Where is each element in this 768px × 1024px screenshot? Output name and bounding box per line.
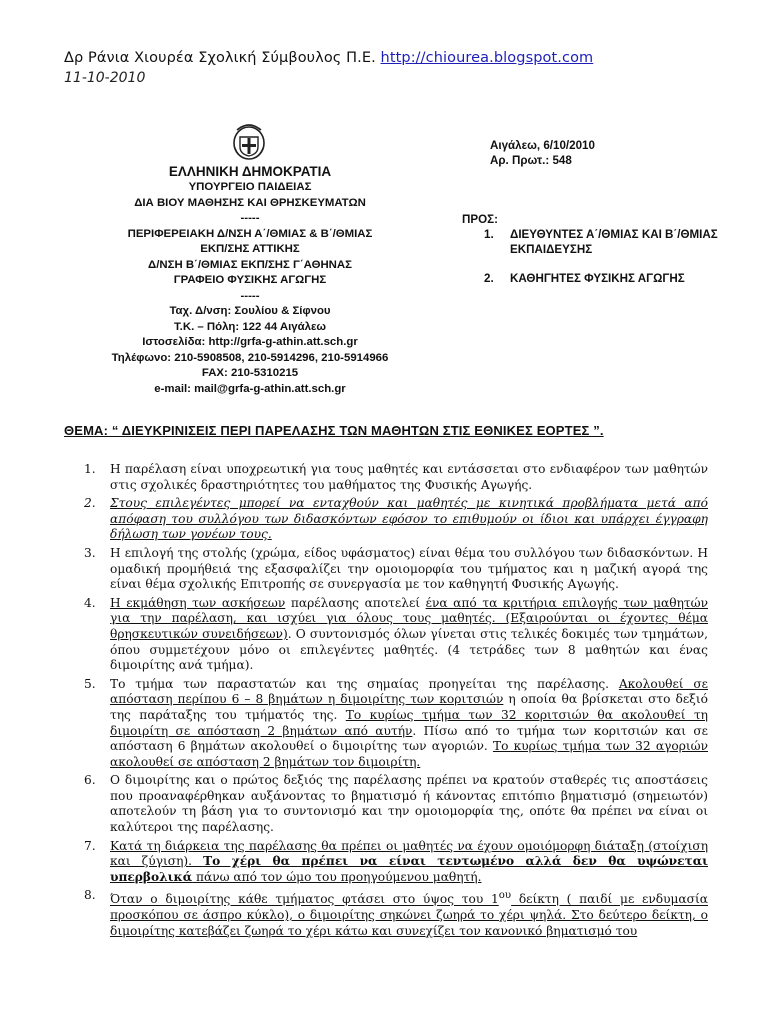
to-label: ΠΡΟΣ: (462, 213, 498, 226)
separator: ----- (240, 289, 260, 302)
separator: ----- (240, 212, 260, 224)
office: ΓΡΑΦΕΙΟ ΦΥΣΙΚΗΣ ΑΓΩΓΗΣ (173, 274, 327, 286)
regional-directorate-cont: ΕΚΠ/ΣΗΣ ΑΤΤΙΚΗΣ (200, 243, 300, 255)
recipient-item: 2. ΚΑΘΗΓΗΤΕΣ ΦΥΣΙΚΗΣ ΑΓΩΓΗΣ (484, 272, 685, 285)
protocol-number: Αρ. Πρωτ.: 548 (490, 154, 572, 167)
list-item: 6. Ο διμοιρίτης και ο πρώτος δεξιός της παρέλασης πρέπει να κρατούν σταθερές τις αποστάσεις που προαναφέρθηκαν αυξάνοντας το βηματισμό ή κάνοντας επιτόπιο βηματισμό (σημειωτόν) αποτελούν τη βάση για το συντονισμό και την ομοιομορφία της, οπότε θα πρέπει να είναι οι καλύτεροι της παρέλασης. (84, 773, 708, 835)
subject-line: ΘΕΜΑ: “ ΔΙΕΥΚΡΙΝΙΣΕΙΣ ΠΕΡΙ ΠΑΡΕΛΑΣΗΣ ΤΩΝ ΜΑΘΗΤΩΝ ΣΤΙΣ ΕΘΝΙΚΕΣ ΕΟΡΤΕΣ ”. (64, 423, 604, 438)
blog-link[interactable]: http://chiourea.blogspot.com (380, 50, 594, 66)
regional-directorate: ΠΕΡΙΦΕΡΕΙΑΚΗ Δ/ΝΣΗ Α΄/ΘΜΙΑΣ & Β΄/ΘΜΙΑΣ (127, 227, 373, 240)
document-date: 11-10-2010 (64, 70, 146, 86)
place-date-block (490, 138, 595, 168)
email: e-mail: mail@grfa-g-athin.att.sch.gr (154, 382, 346, 395)
issuer-block (80, 163, 420, 397)
list-item: 4. Η εκμάθηση των ασκήσεων παρέλασης αποτελεί ένα από τα κριτήρια επιλογής των μαθητών για την παρέλαση, και ισχύει για όλους τους μαθητές. (Εξαιρούνται οι έχοντες θέμα θρησκευτικών συνειδήσεων). Ο συντονισμός όλων γίνεται στις τελικές δοκιμές των τμημάτων, όπου συμμετέχουν μόνο οι επιλεγέντες μαθητές. (4 τετράδες των 8 μαθητών και ένας διμοιρίτης ανά τμήμα). (84, 595, 708, 673)
postal-code: Τ.Κ. – Πόλη: 122 44 Αιγάλεω (173, 320, 327, 333)
list-item: 7. Κατά τη διάρκεια της παρέλασης θα πρέπει οι μαθητές να έχουν ομοιόμορφη διάταξη (στοίχιση και ζύγιση). Το χέρι θα πρέπει να είναι τεντωμένο αλλά δεν θα υψώνεται υπερβολικά πάνω από τον ώμο του προηγούμενου μαθητή. (84, 838, 709, 884)
list-item: 8. Όταν ο διμοιρίτης κάθε τμήματος φτάσει στο ύψος του $1^{o\upsilon}$ δείκτη ( παιδί με ενδυμασία προσκόπου σε άσπρο κύκλο), ο διμοιρίτης σηκώνει ζωηρά το χέρι ψηλά. Στο δεύτερο δείκτη, ο διμοιρίτης κατεβάζει ζωηρά το χέρι κάτω και συνεχίζει τον κανονικό βηματισμό του (84, 888, 708, 938)
list-item: 3. Η επιλογή της στολής (χρώμα, είδος υφάσματος) είναι θέμα του συλλόγου των διδασκόντων. Η ομαδική προμήθειά της εξασφαλίζει την ομοιομορφία του τμήματος και η μαζική αγορά της είναι θέμα σχολικής Επιτροπής σε συνεργασία με τον καθηγητή Φυσικής Αγωγής. (84, 545, 708, 592)
directorate: Δ/ΝΣΗ Β΄/ΘΜΙΑΣ ΕΚΠ/ΣΗΣ Γ΄ΑΘΗΝΑΣ (148, 258, 352, 271)
ministry-subtitle: ΔΙΑ ΒΙΟΥ ΜΑΘΗΣΗΣ ΚΑΙ ΘΡΗΣΚΕΥΜΑΤΩΝ (134, 196, 366, 209)
numbered-list (84, 462, 708, 942)
ministry-name: ΥΠΟΥΡΓΕΙΟ ΠΑΙΔΕΙΑΣ (188, 181, 312, 193)
recipient-item: 1. ΔΙΕΥΘΥΝΤΕΣ Α΄/ΘΜΙΑΣ ΚΑΙ Β΄/ΘΜΙΑΣ ΕΚΠΑΙΔΕΥΣΗΣ (484, 228, 718, 256)
list-item: 5. Το τμήμα των παραστατών και της σημαίας προηγείται της παρέλασης. Ακολουθεί σε απόσταση περίπου 6 – 8 βημάτων η διμοιρίτης των κοριτσιών η οποία θα βρίσκεται στο δεξιό της παράταξης του τμήματός της. Το κυρίως τμήμα των 32 κοριτσιών θα ακολουθεί τη διμοιρίτη σε απόσταση 2 βημάτων από αυτήν. Πίσω από το τμήμα των κοριτσιών και σε απόσταση 6 βημάτων ακολουθεί ο διμοιρίτης των αγοριών. Το κυρίως τμήμα των 32 αγοριών ακολουθεί σε απόσταση 2 βημάτων τον διμοιρίτη. (84, 676, 709, 769)
list-item: 2. Στους επιλεγέντες μπορεί να ενταχθούν και μαθητές με κινητικά προβλήματα μετά από απόφαση του συλλόγου των διδασκόντων εφόσον το επιθυμούν οι ίδιοι και υπάρχει έγγραφη δήλωση των γονέων τους. (84, 496, 708, 542)
fax: FAX: 210-5310215 (201, 367, 299, 379)
recipients-block (462, 212, 722, 286)
website: Ιστοσελίδα: http://grfa-g-athin.att.sch.gr (142, 336, 358, 348)
author-line: Δρ Ράνια Χιουρέα Σχολική Σύμβουλος Π.Ε. (64, 50, 376, 66)
address: Ταχ. Δ/νση: Σουλίου & Σίφνου (169, 305, 331, 317)
list-item: 1. Η παρέλαση είναι υποχρεωτική για τους μαθητές και εντάσσεται στο ενδιαφέρον των μαθητών στις σχολικές δραστηριότητες του μαθήματος της Φυσικής Αγωγής. (84, 462, 708, 492)
place-date: Αιγάλεω, 6/10/2010 (490, 139, 595, 152)
greek-coat-of-arms-icon (232, 122, 266, 160)
document-header-line (64, 50, 724, 66)
phone: Τηλέφωνο: 210-5908508, 210-5914296, 210-5914966 (111, 351, 389, 364)
state-name: ΕΛΛΗΝΙΚΗ ΔΗΜΟΚΡΑΤΙΑ (168, 164, 332, 179)
